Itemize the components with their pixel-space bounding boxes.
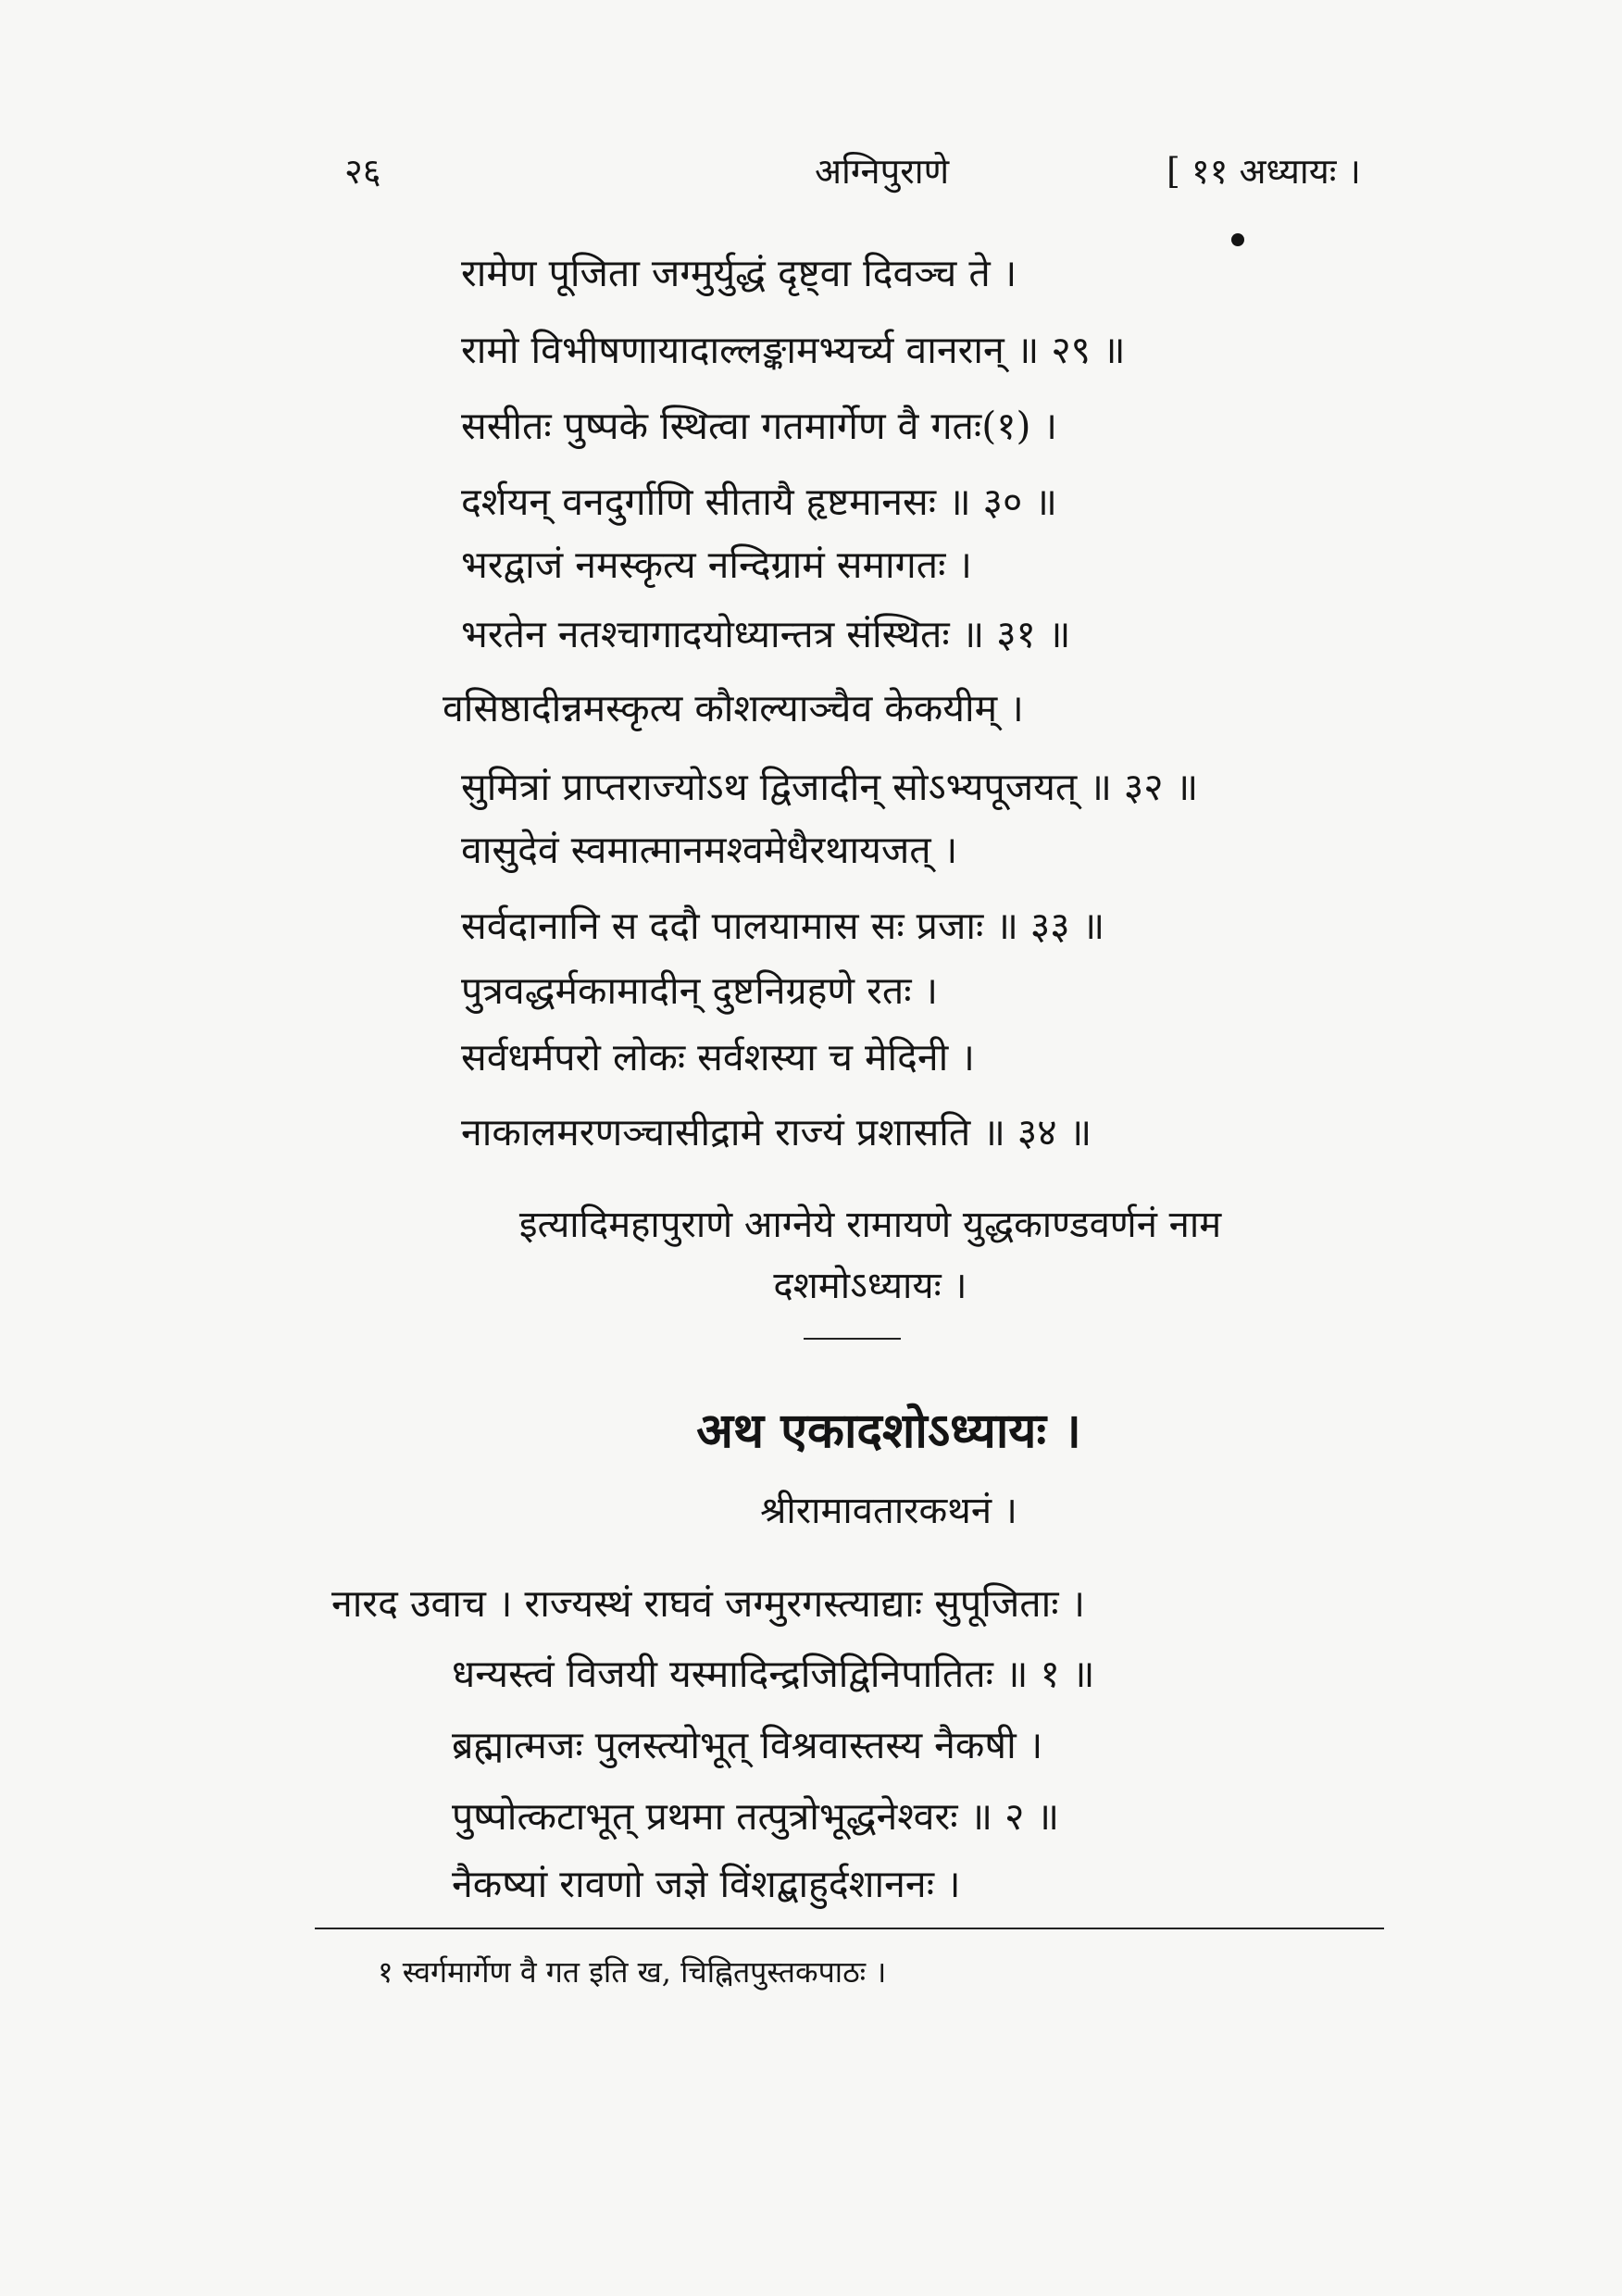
page-number: २६ [344,151,381,192]
verse-line: नारद उवाच । राज्यस्थं राघवं जग्मुरगस्त्याद्याः सुपूजिताः । [331,1581,1086,1626]
verse-line: भरतेन नतश्चागादयोध्यान्तत्र संस्थितः ॥ ३१ ॥ [461,612,1071,656]
verse-line: नैकष्यां रावणो जज्ञे विंशद्बाहुर्दशाननः । [452,1862,961,1906]
verse-line: सुमित्रां प्राप्तराज्योऽथ द्विजादीन् सोऽभ्यपूजयत् ॥ ३२ ॥ [461,765,1199,809]
ink-dot [1231,233,1244,246]
colophon-line: इत्यादिमहापुराणे आग्नेये रामायणे युद्धकाण्डवर्णनं नाम [518,1204,1222,1246]
verse-line: नाकालमरणञ्चासीद्रामे राज्यं प्रशासति ॥ ३४ ॥ [461,1110,1092,1154]
page-header [333,139,1444,204]
chapter-label: [ ११ अध्यायः । [1167,151,1361,192]
verse-line: रामेण पूजिता जग्मुर्युद्धं दृष्ट्वा दिवञ्च ते । [461,251,1017,295]
verse-line: धन्यस्त्वं विजयी यस्मादिन्द्रजिद्विनिपातितः ॥ १ ॥ [452,1652,1095,1696]
verse-line: सर्वदानानि स ददौ पालयामास सः प्रजाः ॥ ३३ ॥ [461,904,1105,948]
verse-line: वसिष्ठादीन्नमस्कृत्य कौशल्याञ्चैव केकयीम् । [443,686,1024,730]
chapter-heading: अथ एकादशोऽध्यायः । [696,1403,1081,1459]
verse-line: ब्रह्मात्मजः पुलस्त्योभूत् विश्रवास्तस्य नैकषी । [452,1723,1043,1767]
verse-line: भरद्वाजं नमस्कृत्य नन्दिग्रामं समागतः । [461,543,972,587]
section-divider [804,1338,901,1340]
book-title: अग्निपुराणे [815,151,950,192]
colophon-line: दशमोऽध्यायः । [773,1265,967,1307]
footnote-divider [315,1928,1384,1929]
verse-line: दर्शयन् वनदुर्गाणि सीतायै हृष्टमानसः ॥ ३० ॥ [461,480,1057,524]
verse-line: वासुदेवं स्वमात्मानमश्वमेधैरथायजत् । [461,828,958,872]
verse-line: पुष्पोत्कटाभूत् प्रथमा तत्पुत्रोभूद्धनेश्वरः ॥ २ ॥ [452,1794,1060,1839]
verse-line: रामो विभीषणायादाल्लङ्कामभ्यर्च्य वानरान् ॥ २९ ॥ [461,328,1126,372]
footnote: १ स्वर्गमार्गेण वै गत इति ख, चिह्नितपुस्तकपाठः । [378,1954,887,1990]
verse-line: पुत्रवद्धर्मकामादीन् दुष्टनिग्रहणे रतः । [461,968,939,1013]
chapter-subtitle: श्रीरामावतारकथनं । [760,1490,1017,1532]
chapter-colophon [352,1194,1389,1316]
verse-line: ससीतः पुष्पके स्थित्वा गतमार्गेण वै गतः(१) । [461,404,1058,448]
verse-line: सर्वधर्मपरो लोकः सर्वशस्या च मेदिनी । [461,1035,975,1079]
